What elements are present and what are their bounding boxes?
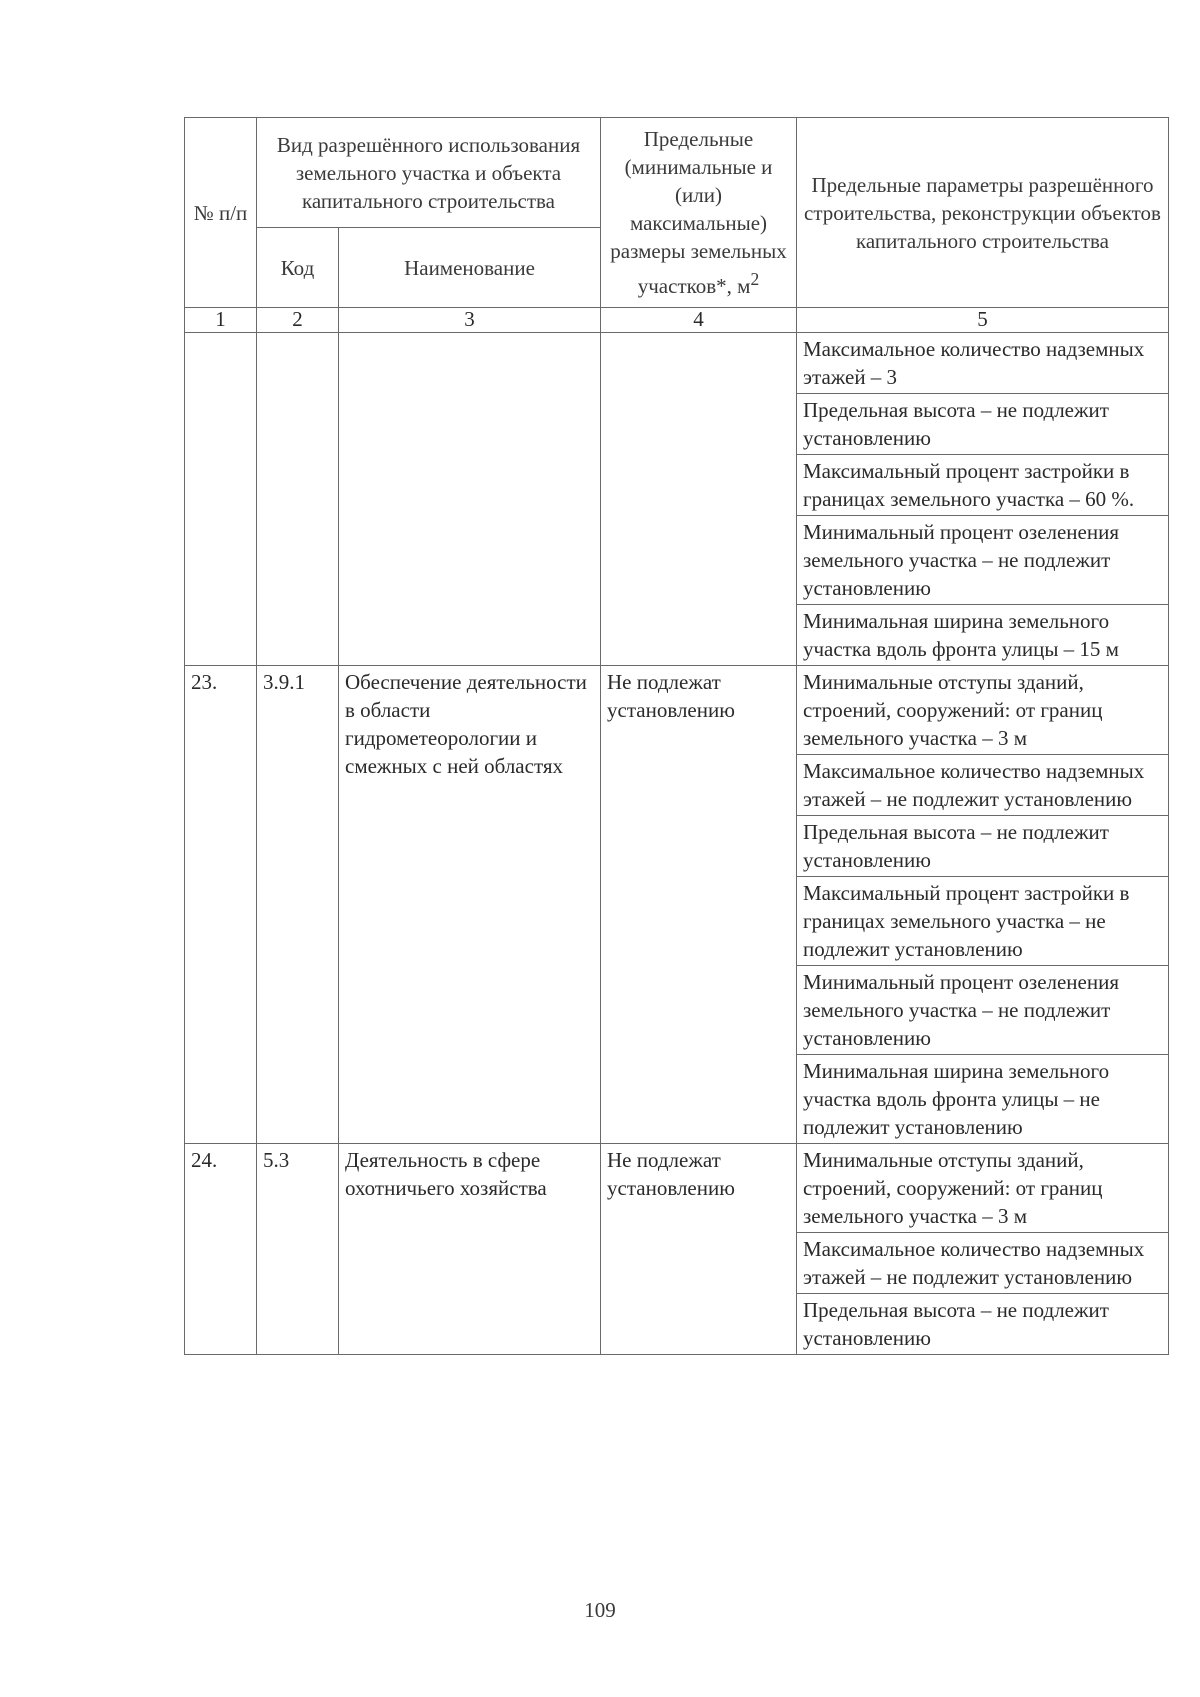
column-number: 3 — [339, 308, 601, 333]
row-name-cell: Обеспечение деятельности в области гидрометеорологии и смежных с ней областях — [339, 666, 601, 1144]
header-plot-size-text: Предельные (минимальные и (или) максимальные) размеры земельных участков*, м — [610, 127, 787, 298]
row-number-cell: 23. — [185, 666, 257, 1144]
row-code-cell: 3.9.1 — [257, 666, 339, 1144]
row-name-cell — [339, 333, 601, 666]
parameter-cell: Предельная высота – не подлежит установлению — [797, 394, 1169, 455]
parameter-cell: Предельная высота – не подлежит установлению — [797, 816, 1169, 877]
table-row — [185, 666, 1169, 755]
header-code: Код — [257, 228, 339, 308]
page-number: 109 — [584, 1598, 616, 1622]
parameter-cell: Минимальная ширина земельного участка вдоль фронта улицы – не подлежит установлению — [797, 1055, 1169, 1144]
parameter-cell: Минимальные отступы зданий, строений, сооружений: от границ земельного участка – 3 м — [797, 1144, 1169, 1233]
row-size-cell: Не подлежат установлению — [601, 666, 797, 1144]
row-size-cell: Не подлежат установлению — [601, 1144, 797, 1355]
row-name-cell: Деятельность в сфере охотничьего хозяйства — [339, 1144, 601, 1355]
parameter-cell: Предельная высота – не подлежит установлению — [797, 1294, 1169, 1355]
column-number-row — [185, 308, 1169, 333]
land-use-table — [184, 117, 1169, 1355]
parameter-cell: Максимальный процент застройки в границах земельного участка – 60 %. — [797, 455, 1169, 516]
row-number-cell: 24. — [185, 1144, 257, 1355]
header-plot-size — [601, 118, 797, 308]
row-code-cell: 5.3 — [257, 1144, 339, 1355]
parameter-cell: Минимальный процент озеленения земельного участка – не подлежит установлению — [797, 516, 1169, 605]
parameter-cell: Максимальное количество надземных этажей – не подлежит установлению — [797, 755, 1169, 816]
table-row — [185, 333, 1169, 394]
table-row — [185, 1144, 1169, 1233]
column-number: 2 — [257, 308, 339, 333]
row-size-cell — [601, 333, 797, 666]
header-number: № п/п — [185, 118, 257, 308]
header-plot-size-sup: 2 — [750, 269, 760, 289]
parameter-cell: Минимальные отступы зданий, строений, сооружений: от границ земельного участка – 3 м — [797, 666, 1169, 755]
header-name: Наименование — [339, 228, 601, 308]
parameter-cell: Максимальное количество надземных этажей – не подлежит установлению — [797, 1233, 1169, 1294]
parameter-cell: Минимальный процент озеленения земельного участка – не подлежит установлению — [797, 966, 1169, 1055]
row-number-cell — [185, 333, 257, 666]
header-use-type: Вид разрешённого использования земельного участка и объекта капитального строительства — [257, 118, 601, 228]
column-number: 4 — [601, 308, 797, 333]
parameter-cell: Максимальное количество надземных этажей – 3 — [797, 333, 1169, 394]
row-code-cell — [257, 333, 339, 666]
parameter-cell: Минимальная ширина земельного участка вдоль фронта улицы – 15 м — [797, 605, 1169, 666]
column-number: 5 — [797, 308, 1169, 333]
column-number: 1 — [185, 308, 257, 333]
header-parameters: Предельные параметры разрешённого строительства, реконструкции объектов капитального строительства — [797, 118, 1169, 308]
parameter-cell: Максимальный процент застройки в границах земельного участка – не подлежит установлению — [797, 877, 1169, 966]
